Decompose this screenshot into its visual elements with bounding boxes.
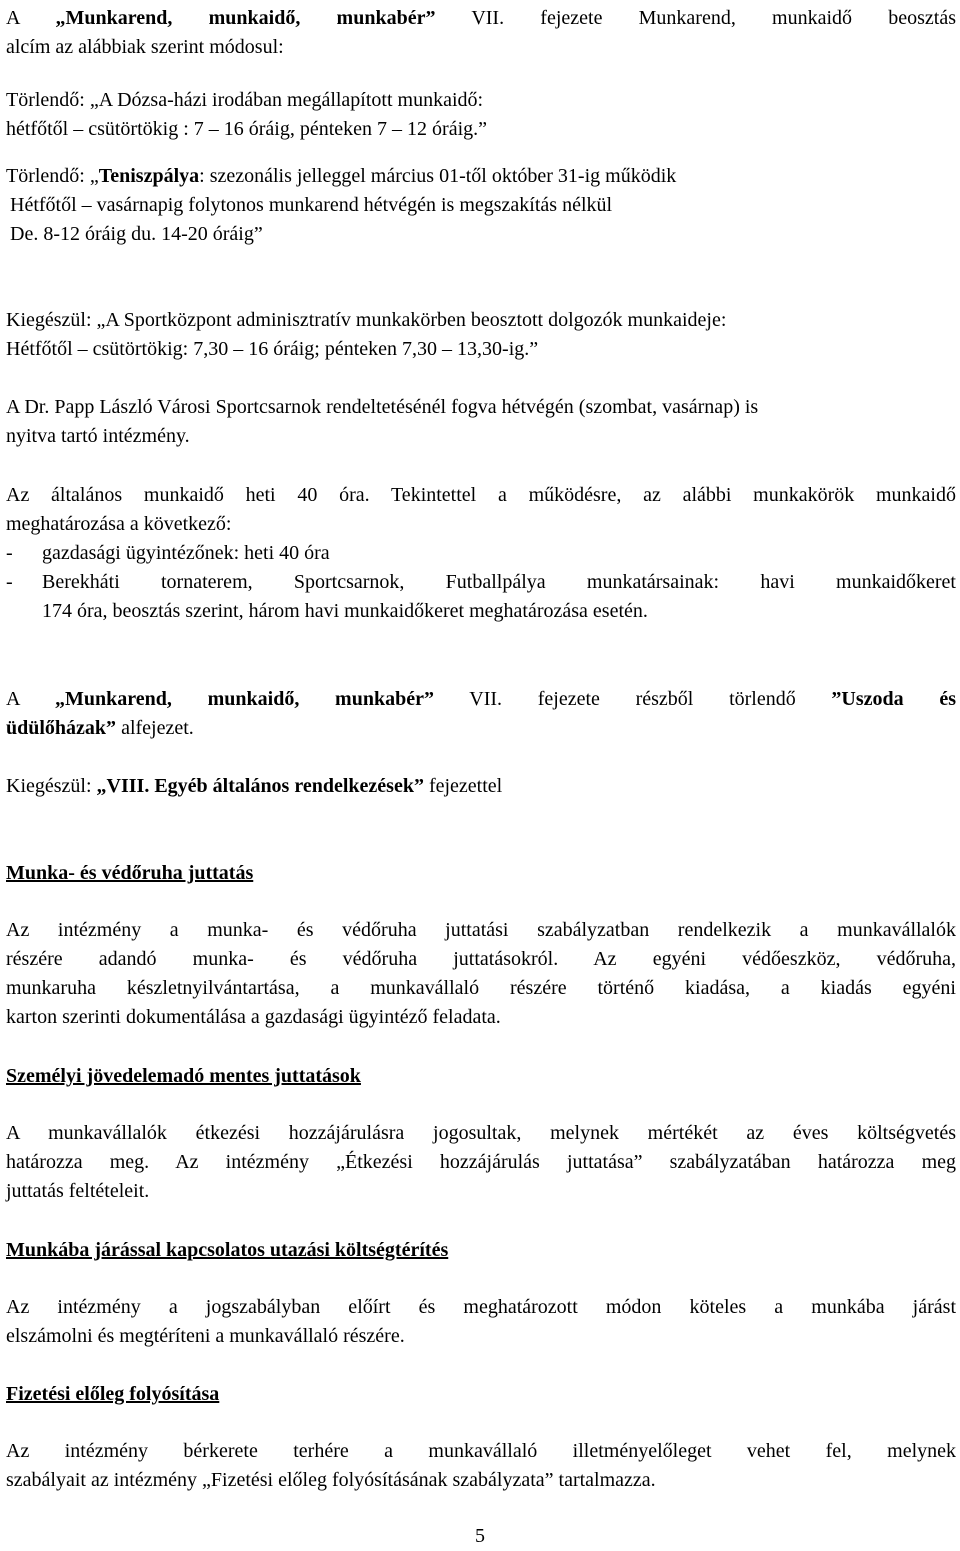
section-line: szabályait az intézmény „Fizetési előleg folyósításának szabályzata” tartalmazza.: [6, 1469, 656, 1491]
pool-deletion-line-2: üdülőházak” alfejezet.: [6, 717, 194, 739]
admin-hours-line-2: Hétfőtől – csütörtökig: 7,30 – 16 óráig; pénteken 7,30 – 13,30-ig.”: [6, 338, 539, 360]
section-line: részére adandó munka- és védőruha juttatásokról. Az egyéni védőeszköz, védőruha,: [6, 948, 956, 970]
section-heading: Személyi jövedelemadó mentes juttatások: [6, 1065, 361, 1087]
intro-line-2: alcím az alábbiak szerint módosul:: [6, 36, 284, 58]
section-tax-free-benefits: [6, 1062, 956, 1206]
sports-hall-line-2: nyitva tartó intézmény.: [6, 425, 190, 447]
pool-deletion-paragraph: [6, 685, 956, 743]
delete-tennis-court-paragraph: [6, 162, 956, 249]
section-protective-clothing: [6, 859, 956, 1032]
section-commuting-costs: [6, 1236, 956, 1351]
list-item: - Berekháti tornaterem, Sportcsarnok, Futballpálya munkatársainak: havi munkaidőkeret 174 óra, beosztás szerint, három havi munkaidőkeret meghatározása esetén.: [6, 568, 956, 626]
sports-hall-paragraph: [6, 393, 956, 451]
section-heading: Munkába járással kapcsolatos utazási költségtérítés: [6, 1239, 449, 1261]
tennis-court-label: Teniszpálya: [98, 165, 200, 187]
chapter-supplement-paragraph: [6, 772, 956, 801]
delete-office-hours-line-2: hétfőtől – csütörtökig : 7 – 16 óráig, pénteken 7 – 12 óráig.”: [6, 118, 488, 140]
section-line: elszámolni és megtéríteni a munkavállaló részére.: [6, 1325, 405, 1347]
section-heading: Fizetési előleg folyósítása: [6, 1383, 220, 1405]
delete-tennis-court-line-1: Törlendő: „Teniszpálya: szezonális jelleggel március 01-től október 31-ig működik: [6, 165, 677, 187]
section-heading: Munka- és védőruha juttatás: [6, 862, 254, 884]
section-line: Az intézmény bérkerete terhére a munkavállaló illetményelőleget vehet fel, melynek: [6, 1440, 956, 1462]
chapter-title: „Munkarend, munkaidő, munkabér”: [55, 7, 436, 29]
section-line: munkaruha készletnyilvántartása, a munkavállaló részére történő kiadása, a kiadás egyéni: [6, 977, 956, 999]
delete-office-hours-line-1: Törlendő: „A Dózsa-házi irodában megállapított munkaidő:: [6, 89, 484, 111]
intro-line-1: A „Munkarend, munkaidő, munkabér” VII. fejezete Munkarend, munkaidő beosztás: [6, 7, 956, 29]
section-line: juttatás feltételeit.: [6, 1180, 150, 1202]
page-number: 5: [475, 1525, 485, 1547]
list-item: - gazdasági ügyintézőnek: heti 40 óra: [6, 539, 956, 568]
intro-paragraph: [6, 4, 956, 62]
list-dash: -: [6, 571, 13, 593]
section-salary-advance: [6, 1380, 956, 1495]
section-line: határozza meg. Az intézmény „Étkezési hozzájárulás juttatása” szabályzatában határozza meg: [6, 1151, 956, 1173]
working-time-paragraph: [6, 481, 956, 626]
section-line: karton szerinti dokumentálása a gazdasági ügyintéző feladata.: [6, 1006, 501, 1028]
admin-hours-paragraph: [6, 306, 956, 364]
delete-tennis-court-line-2: Hétfőtől – vasárnapig folytonos munkarend hétvégén is megszakítás nélkül: [10, 194, 613, 216]
list-dash: -: [6, 542, 13, 564]
delete-office-hours-paragraph: [6, 86, 956, 144]
section-line: Az intézmény a munka- és védőruha juttatási szabályzatban rendelkezik a munkavállalók: [6, 919, 956, 941]
chapter-supplement-line: Kiegészül: „VIII. Egyéb általános rendelkezések” fejezettel: [6, 775, 503, 797]
delete-tennis-court-line-3: De. 8-12 óráig du. 14-20 óráig”: [10, 223, 263, 245]
document-page: [6, 0, 956, 1549]
working-time-line-1: Az általános munkaidő heti 40 óra. Tekintettel a működésre, az alábbi munkakörök munkaidő: [6, 484, 956, 506]
sports-hall-line-1: A Dr. Papp László Városi Sportcsarnok rendeltetésénél fogva hétvégén (szombat, vasárnap) is: [6, 396, 759, 418]
section-line: Az intézmény a jogszabályban előírt és meghatározott módon köteles a munkába járást: [6, 1296, 956, 1318]
section-line: A munkavállalók étkezési hozzájárulásra jogosultak, melynek mértékét az éves költségvetés: [6, 1122, 956, 1144]
pool-deletion-line-1: A „Munkarend, munkaidő, munkabér” VII. fejezete részből törlendő ”Uszoda és: [6, 688, 957, 710]
admin-hours-line-1: Kiegészül: „A Sportközpont adminisztratív munkakörben beosztott dolgozók munkaideje:: [6, 309, 727, 331]
working-time-line-2: meghatározása a következő:: [6, 513, 232, 535]
